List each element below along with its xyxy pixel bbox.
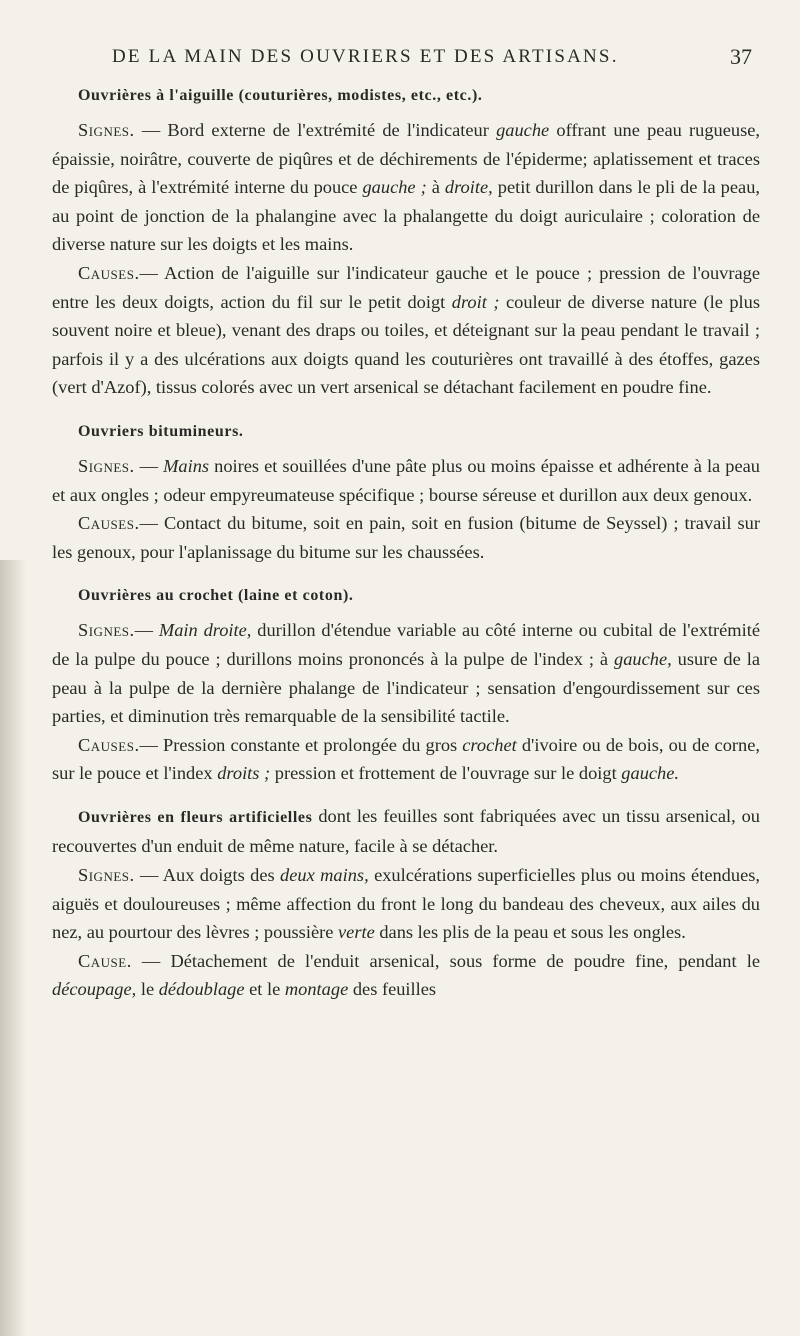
causes-paragraph: Cause. — Détachement de l'enduit arsenical, sous forme de poudre fine, pendant le découpage, le dédoublage et le montage des feuilles bbox=[52, 950, 760, 1000]
section-heading-fleurs: Ouvrières en fleurs artificielles bbox=[78, 808, 313, 826]
signes-label: Signes. bbox=[78, 620, 135, 641]
binding-shadow bbox=[0, 560, 26, 1336]
section-heading-couturieres: Ouvrières à l'aiguille (couturières, modistes, etc., etc.). bbox=[78, 87, 483, 104]
signes-paragraph: Signes.— Main droite, durillon d'étendue variable au côté interne ou cubital de l'extrémité de la pulpe du pouce ; durillons moins prononcés à la pulpe de l'index ; à gauche, usure de la peau à la pulpe de la dernière phalange de l'indicateur ; sensation d'engourdissement sur ces parties, et diminution très remarquable de la sensibilité tactile. bbox=[52, 620, 760, 727]
causes-label: Causes. bbox=[78, 734, 140, 755]
page-number: 37 bbox=[730, 44, 752, 69]
causes-paragraph: Causes.— Contact du bitume, soit en pain, soit en fusion (bitume de Seyssel) ; travail sur les genoux, pour l'aplanissage du bitume sur les chaussées. bbox=[52, 513, 760, 562]
causes-paragraph: Causes.— Action de l'aiguille sur l'indicateur gauche et le pouce ; pression de l'ouvrage entre les deux doigts, action du fil sur le petit doigt droit ; couleur de diverse nature (le plus souvent noire et bleue), venant des draps ou toiles, et déteignant sur la peau pendant le travail ; parfois il y a des ulcérations aux doigts quand les couturières ont travaillé à des étoffes, gazes (vert d'Azof), tissus colorés avec un vert arsenical se détachant facilement en poudre fine. bbox=[52, 262, 761, 398]
signes-paragraph: Signes. — Bord externe de l'extrémité de l'indicateur gauche offrant une peau rugueuse, épaissie, noirâtre, couverte de piqûres et de déchirements de l'épiderme; aplatissement et traces de piqûres, à l'extrémité interne du pouce gauche ; à droite, petit durillon dans le pli de la peau, au point de jonction de la phalangine avec la phalangette du doigt auriculaire ; coloration de diverse nature sur les doigts et les mains. bbox=[52, 120, 761, 255]
section-heading-bitumineurs: Ouvriers bitumineurs. bbox=[78, 422, 244, 440]
causes-label: Cause. bbox=[78, 950, 132, 971]
section-intro-fleurs: Ouvrières en fleurs artificielles dont les feuilles sont fabriquées avec un tissu arsenical, ou recouvertes d'un enduit de même nature, facile à se détacher. bbox=[52, 805, 760, 857]
running-head-title: DE LA MAIN DES OUVRIERS ET DES ARTISANS. bbox=[112, 46, 619, 67]
section-heading-crochet: Ouvrières au crochet (laine et coton). bbox=[78, 587, 354, 605]
signes-paragraph: Signes. — Mains noires et souillées d'une pâte plus ou moins épaisse et adhérente à la peau et aux ongles ; odeur empyreumateuse spécifique ; bourse séreuse et durillon aux deux genoux. bbox=[52, 455, 760, 505]
causes-label: Causes. bbox=[78, 262, 140, 283]
running-head bbox=[112, 46, 752, 72]
signes-paragraph: Signes. — Aux doigts des deux mains, exulcérations superficielles plus ou moins étendues, aiguës et douloureuses ; même affection du front le long du bandeau des cheveux, aux ailes du nez, au pourtour des lèvres ; poussière verte dans les plis de la peau et sous les ongles. bbox=[52, 865, 760, 943]
signes-label: Signes. bbox=[78, 120, 135, 140]
signes-label: Signes. bbox=[78, 865, 135, 886]
signes-label: Signes. bbox=[78, 455, 135, 476]
causes-label: Causes. bbox=[78, 513, 140, 534]
causes-paragraph: Causes.— Pression constante et prolongée du gros crochet d'ivoire ou de bois, ou de corne, sur le pouce et l'index droits ; pression et frottement de l'ouvrage sur le doigt gauche. bbox=[52, 734, 760, 784]
page-body bbox=[52, 82, 760, 1004]
